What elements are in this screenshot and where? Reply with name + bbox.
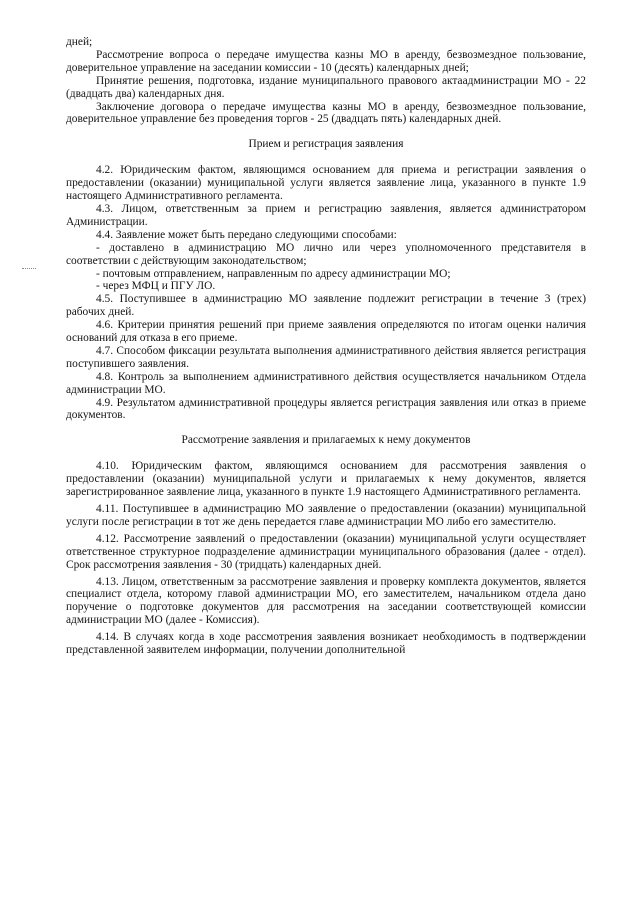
paragraph-4-13: 4.13. Лицом, ответственным за рассмотрение заявления и проверку комплекта документов, является специалист отдела, которому главой администрации МО, его заместителем, начальником отдела дано поручение о подготовке документов для рассмотрения на заседании соответствующей комиссии администрации МО (далее - Комиссия). [66, 575, 586, 627]
paragraph-4-2: 4.2. Юридическим фактом, являющимся основанием для приема и регистрации заявления о предоставлении (оказании) муниципальной услуги является заявление лица, указанного в пункте 1.9 настоящего Административного регламента. [66, 164, 586, 203]
paragraph-commission-review: Рассмотрение вопроса о передаче имущества казны МО в аренду, безвозмездное пользование, доверительное управление на заседании комиссии - 10 (десять) календарных дней; [66, 48, 586, 74]
list-item-personal-delivery: - доставлено в администрацию МО лично или через уполномоченного представителя в соответствии с действующим законодательством; [66, 241, 586, 267]
paragraph-4-6: 4.6. Критерии принятия решений при приеме заявления определяются по итогам оценки наличия оснований для отказа в его приеме. [66, 319, 586, 345]
paragraph-4-10: 4.10. Юридическим фактом, являющимся основанием для рассмотрения заявления о предоставлении (оказании) муниципальной услуги и прилагаемых к нему документов, является зарегистрированное заявление лица, указанного в пункте 1.9 настоящего Административного регламента. [66, 460, 586, 499]
paragraph-4-11: 4.11. Поступившее в администрацию МО заявление о предоставлении (оказании) муниципальной услуги после регистрации в тот же день передается главе администрации МО либо его заместителю. [66, 503, 586, 528]
section-heading-reception: Прием и регистрация заявления [248, 138, 404, 151]
list-item-postal: - почтовым отправлением, направленным по адресу администрации МО; [96, 267, 451, 280]
margin-mark [22, 268, 36, 270]
list-item-mfc: - через МФЦ и ПГУ ЛО. [96, 280, 216, 293]
paragraph-contract: Заключение договора о передаче имущества казны МО в аренду, безвозмездное пользование, доверительное управление без проведения торгов - 25 (двадцать пять) календарных дней. [66, 100, 586, 126]
paragraph-continued: дней; [66, 36, 93, 48]
paragraph-4-12: 4.12. Рассмотрение заявлений о предоставлении (оказании) муниципальной услуги осуществляет ответственное структурное подразделение администрации муниципального образования (далее - отдел). Срок рассмотрения заявления - 30 (тридцать) календарных дней. [66, 532, 586, 571]
paragraph-decision: Принятие решения, подготовка, издание муниципального правового актаадминистрации МО - 22 (двадцать два) календарных дня. [66, 74, 586, 100]
paragraph-4-14: 4.14. В случаях когда в ходе рассмотрения заявления возникает необходимость в подтверждении представленной заявителем информации, получении дополнительной [66, 631, 586, 657]
section-heading-review: Рассмотрение заявления и прилагаемых к нему документов [181, 434, 471, 447]
paragraph-4-7: 4.7. Способом фиксации результата выполнения административного действия является регистрация поступившего заявления. [66, 344, 586, 370]
paragraph-4-9: 4.9. Результатом административной процедуры является регистрация заявления или отказ в приеме документов. [66, 396, 586, 422]
paragraph-4-5: 4.5. Поступившее в администрацию МО заявление подлежит регистрации в течение 3 (трех) рабочих дней. [66, 293, 586, 319]
paragraph-4-4: 4.4. Заявление может быть передано следующими способами: [96, 228, 397, 241]
paragraph-4-3: 4.3. Лицом, ответственным за прием и регистрацию заявления, является администратором Администрации. [66, 202, 586, 228]
paragraph-4-8: 4.8. Контроль за выполнением административного действия осуществляется начальником Отдела администрации МО. [66, 370, 586, 396]
document-page [66, 36, 586, 657]
